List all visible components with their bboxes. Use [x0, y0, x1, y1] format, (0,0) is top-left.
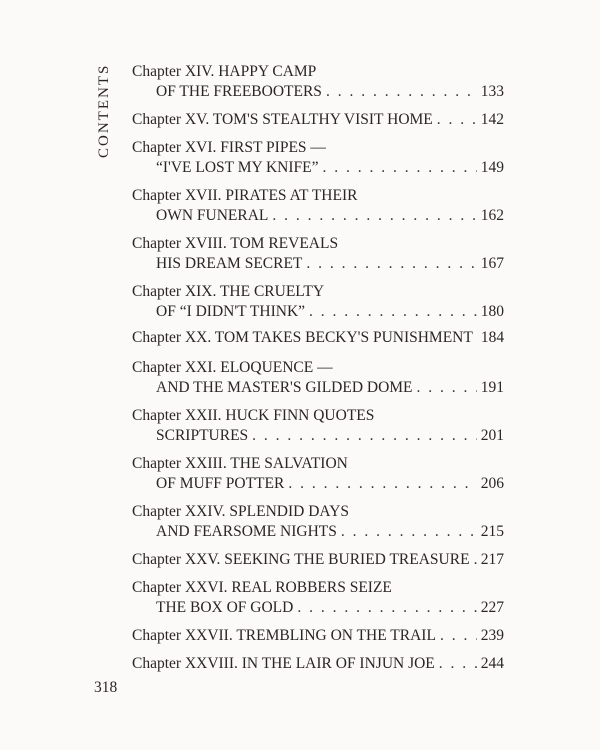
chapter-title-continued: OF “I DIDN'T THINK” [156, 303, 306, 320]
chapter-title: Chapter XVIII. TOM REVEALS [132, 235, 339, 252]
chapter-title: Chapter XVII. PIRATES AT THEIR [132, 187, 358, 204]
chapter-title: Chapter XXV. SEEKING THE BURIED TREASURE [132, 551, 470, 568]
chapter-title-continued: OF THE FREEBOOTERS [156, 83, 322, 100]
chapter-page-number: 167 [480, 255, 504, 272]
toc-entry[interactable] [132, 406, 504, 446]
dot-leader [341, 522, 477, 542]
dot-leader [326, 82, 477, 102]
dot-leader [417, 378, 477, 398]
chapter-title: Chapter XXVIII. IN THE LAIR OF INJUN JOE [132, 655, 435, 672]
chapter-page-number: 184 [480, 329, 505, 346]
dot-leader [474, 550, 477, 570]
chapter-page-number: 239 [480, 627, 504, 644]
chapter-page-number: 244 [480, 655, 504, 672]
dot-leader [306, 254, 476, 274]
dot-leader [272, 206, 476, 226]
chapter-title: Chapter XXVI. REAL ROBBERS SEIZE [132, 579, 392, 596]
toc-entry[interactable] [132, 626, 504, 646]
toc-entry[interactable] [132, 358, 504, 398]
chapter-title-continued: HIS DREAM SECRET [156, 255, 303, 272]
toc-entry[interactable] [132, 186, 504, 226]
toc-entry[interactable] [132, 234, 504, 274]
chapter-page-number: 133 [480, 83, 504, 100]
dot-leader [437, 110, 477, 130]
chapter-title-continued: AND FEARSOME NIGHTS [156, 523, 337, 540]
dot-leader [297, 598, 476, 618]
chapter-page-number: 215 [480, 523, 504, 540]
chapter-title: Chapter XXI. ELOQUENCE — [132, 359, 333, 376]
chapter-page-number: 191 [480, 379, 504, 396]
chapter-title: Chapter XV. TOM'S STEALTHY VISIT HOME [132, 111, 433, 128]
chapter-page-number: 201 [480, 427, 504, 444]
chapter-title-continued: “I'VE LOST MY KNIFE” [156, 159, 319, 176]
chapter-title: Chapter XXVII. TREMBLING ON THE TRAIL [132, 627, 436, 644]
chapter-title: Chapter XXIV. SPLENDID DAYS [132, 503, 350, 520]
chapter-title-continued: OF MUFF POTTER [156, 475, 285, 492]
toc-entry[interactable] [132, 578, 504, 618]
chapter-title-continued: SCRIPTURES [156, 427, 249, 444]
chapter-title: Chapter XIV. HAPPY CAMP [132, 63, 317, 80]
dot-leader [439, 654, 477, 674]
chapter-title: Chapter XX. TOM TAKES BECKY'S PUNISHMENT [132, 329, 473, 346]
chapter-page-number: 180 [480, 303, 504, 320]
dot-leader [309, 302, 477, 322]
chapter-page-number: 149 [480, 159, 504, 176]
toc-entry[interactable] [132, 110, 504, 130]
chapter-title: Chapter XXIII. THE SALVATION [132, 455, 348, 472]
toc-entry[interactable] [132, 282, 504, 322]
dot-leader [323, 158, 477, 178]
chapter-title-continued: AND THE MASTER'S GILDED DOME [156, 379, 413, 396]
contents-side-label: CONTENTS [96, 64, 112, 159]
dot-leader [440, 626, 477, 646]
chapter-page-number: 206 [480, 475, 504, 492]
dot-leader [252, 426, 477, 446]
toc-entry[interactable] [132, 654, 504, 674]
chapter-page-number: 227 [480, 599, 504, 616]
dot-leader [288, 474, 476, 494]
chapter-page-number: 217 [480, 551, 504, 568]
chapter-title: Chapter XIX. THE CRUELTY [132, 283, 325, 300]
chapter-title-continued: THE BOX OF GOLD [156, 599, 294, 616]
chapter-title: Chapter XVI. FIRST PIPES — [132, 139, 326, 156]
chapter-page-number: 162 [480, 207, 504, 224]
toc-entry[interactable] [132, 550, 504, 570]
chapter-page-number: 142 [480, 111, 504, 128]
toc-entry[interactable] [132, 454, 504, 494]
toc-entry[interactable] [132, 502, 504, 542]
toc-entry[interactable] [132, 62, 504, 102]
page-number: 318 [94, 679, 118, 696]
chapter-title-continued: OWN FUNERAL [156, 207, 269, 224]
toc-entry[interactable] [132, 138, 504, 178]
chapter-title: Chapter XXII. HUCK FINN QUOTES [132, 407, 375, 424]
toc-entry[interactable] [132, 328, 504, 348]
